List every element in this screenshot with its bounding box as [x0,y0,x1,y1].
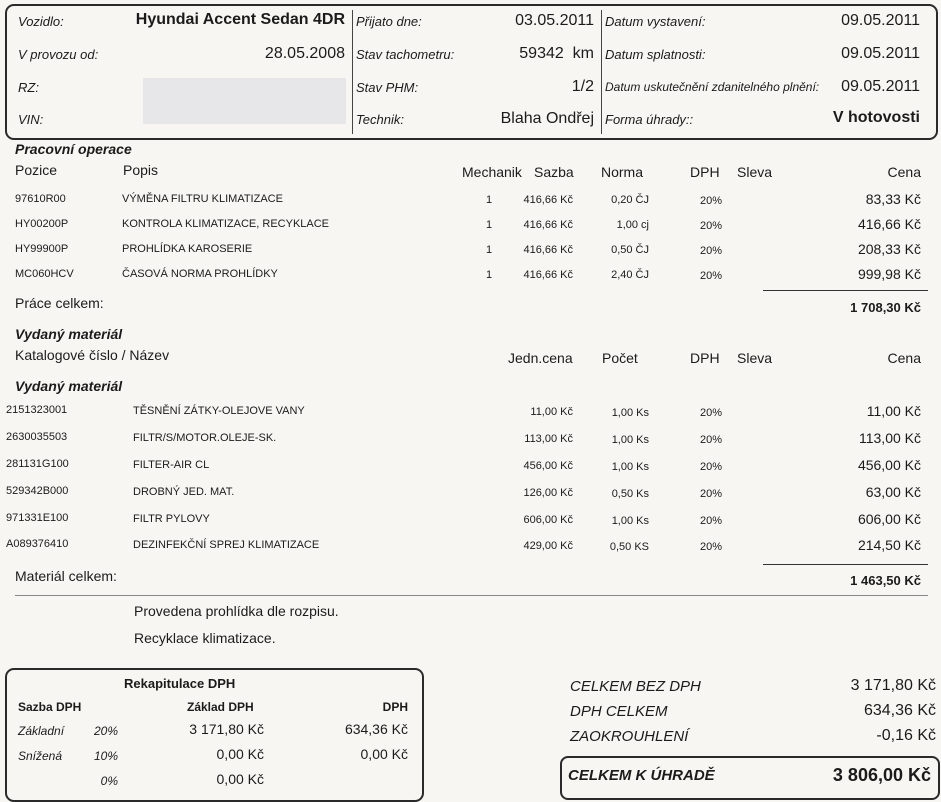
material-cena: 113,00 Kč [858,430,921,446]
col-popis: Popis [123,162,159,178]
col-cena: Cena [887,164,921,180]
material-total-label: Materiál celkem: [15,568,117,584]
operace-cena: 83,33 Kč [865,191,921,207]
col-mechanik: Mechanik [462,164,522,180]
col-katalog: Katalogové číslo / Název [15,347,170,363]
operace-cena: 416,66 Kč [857,216,921,232]
material-jedn-cena: 606,00 Kč [523,514,573,526]
material-pocet: 1,00 Ks [611,407,649,419]
operace-section-title: Pracovní operace [15,141,132,157]
material-nazev: TĚSNĚNÍ ZÁTKY-OLEJOVE VANY [133,405,305,417]
material-pocet: 1,00 Ks [611,434,649,446]
material-pocet: 0,50 KS [609,541,649,553]
zdanitelne-value: 09.05.2011 [841,78,920,95]
operace-norma: 0,20 ČJ [611,194,649,206]
material-pocet: 0,50 Ks [611,488,649,500]
dph-celkem-value: 634,36 Kč [863,702,936,719]
col-cena: Cena [887,350,921,366]
material-cislo: 281131G100 [6,458,69,470]
col-sleva: Sleva [737,350,773,366]
material-cena: 11,00 Kč [866,403,921,419]
col-pocet: Počet [602,350,638,366]
operace-pozice: 97610R00 [15,193,66,205]
operace-cena: 999,98 Kč [857,266,921,282]
tachometr-label: Stav tachometru: [356,47,455,62]
operace-norma: 0,50 ČJ [611,244,649,256]
material-nazev: DROBNÝ JED. MAT. [133,486,235,498]
operace-sazba: 416,66 Kč [523,244,573,256]
k-uhrade-label: CELKEM K ÚHRADĚ [568,767,715,784]
tachometr-value: 59342 [519,45,564,62]
material-section-title: Vydaný materiál [15,326,123,342]
rek-row-name: Snížená [18,749,63,763]
col-norma: Norma [601,164,644,180]
header-divider [601,10,602,134]
col-sleva: Sleva [737,164,773,180]
rek-row-rate: 10% [93,749,118,763]
material-jedn-cena: 126,00 Kč [523,487,573,499]
operace-cena: 208,33 Kč [857,241,921,257]
material-cislo: 971331E100 [6,512,69,524]
material-dph: 20% [700,541,723,553]
zdanitelne-label: Datum uskutečnění zdanitelného plnění: [605,80,820,94]
v-provozu-label: V provozu od: [18,47,99,62]
operace-mechanik: 1 [486,194,493,206]
header-divider [352,10,353,134]
rek-row-zaklad: 3 171,80 Kč [189,721,264,737]
material-dph: 20% [700,461,723,473]
material-subsection-title: Vydaný materiál [15,378,123,394]
k-uhrade-value: 3 806,00 Kč [832,765,931,785]
material-dph: 20% [700,488,723,500]
col-pozice: Pozice [15,162,58,178]
material-cena: 214,50 Kč [857,537,921,553]
operace-sazba: 416,66 Kč [523,194,573,206]
material-total-value: 1 463,50 Kč [850,573,921,588]
material-cislo: A089376410 [6,538,69,550]
material-nazev: DEZINFEKČNÍ SPREJ KLIMATIZACE [133,539,320,551]
operace-mechanik: 1 [486,269,493,281]
operace-total-value: 1 708,30 Kč [850,300,921,315]
uhrada-value: V hotovosti [832,109,920,126]
rek-row-dph: 634,36 Kč [344,721,408,737]
operace-dph: 20% [700,245,723,257]
material-cislo: 2151323001 [6,404,68,416]
vozidlo-value: Hyundai Accent Sedan 4DR [135,11,345,28]
note-line: Recyklace klimatizace. [134,630,276,646]
operace-total-rule [763,290,928,291]
vystaveni-value: 09.05.2011 [841,12,920,29]
material-cislo: 529342B000 [6,485,69,497]
prijato-label: Přijato dne: [356,14,422,29]
operace-pozice: MC060HCV [15,268,74,280]
material-nazev: FILTR/S/MOTOR.OLEJE-SK. [133,432,277,444]
material-pocet: 1,00 Ks [611,515,649,527]
rek-col-zaklad: Základ DPH [187,700,254,714]
col-dph: DPH [690,164,720,180]
material-cena: 456,00 Kč [857,457,921,473]
tachometr-readout [519,45,594,63]
material-total-rule [763,564,928,565]
operace-mechanik: 1 [486,219,493,231]
operace-dph: 20% [700,270,723,282]
splatnosti-value: 09.05.2011 [841,45,920,62]
rek-row-rate: 0% [100,774,118,788]
operace-dph: 20% [700,220,723,232]
rek-col-sazba: Sazba DPH [18,700,82,714]
zaokrouhleni-value: -0,16 Kč [876,727,936,744]
material-dph: 20% [700,515,723,527]
operace-popis: PROHLÍDKA KAROSERIE [122,243,253,255]
prijato-value: 03.05.2011 [515,12,594,29]
material-jedn-cena: 429,00 Kč [523,540,573,552]
section-divider [15,595,928,596]
vystaveni-label: Datum vystavení: [605,14,706,29]
material-jedn-cena: 456,00 Kč [523,460,573,472]
v-provozu-value: 28.05.2008 [264,45,345,62]
operace-norma: 1,00 cj [616,219,649,231]
rek-row-name: Základní [18,724,65,738]
bez-dph-value: 3 171,80 Kč [850,677,936,694]
operace-sazba: 416,66 Kč [523,269,573,281]
dph-celkem-label: DPH CELKEM [570,703,668,720]
technik-label: Technik: [356,112,404,127]
operace-popis: VÝMĚNA FILTRU KLIMATIZACE [122,193,283,205]
col-sazba: Sazba [534,164,574,180]
rek-col-dph: DPH [382,700,408,714]
material-cislo: 2630035503 [6,431,68,443]
zaokrouhleni-label: ZAOKROUHLENÍ [570,728,689,745]
tachometr-unit: km [572,45,594,62]
uhrada-label: Forma úhrady:: [605,112,694,127]
operace-popis: KONTROLA KLIMATIZACE, RECYKLACE [122,218,330,230]
material-dph: 20% [700,434,723,446]
operace-pozice: HY99900P [15,243,69,255]
rek-row-zaklad: 0,00 Kč [216,746,264,762]
phm-label: Stav PHM: [356,80,419,95]
technik-value: Blaha Ondřej [500,110,594,127]
vozidlo-label: Vozidlo: [18,14,64,29]
operace-dph: 20% [700,195,723,207]
splatnosti-label: Datum splatnosti: [605,47,706,62]
vin-label: VIN: [18,112,44,127]
material-jedn-cena: 11,00 Kč [530,406,573,418]
material-nazev: FILTER-AIR CL [133,459,210,471]
rek-row-zaklad: 0,00 Kč [216,771,264,787]
col-jedn-cena: Jedn.cena [508,350,573,366]
operace-sazba: 416,66 Kč [523,219,573,231]
material-dph: 20% [700,407,723,419]
material-cena: 63,00 Kč [865,484,921,500]
operace-total-label: Práce celkem: [15,295,104,311]
rz-label: RZ: [18,80,39,95]
material-cena: 606,00 Kč [857,511,921,527]
phm-value: 1/2 [571,78,594,95]
rek-title: Rekapitulace DPH [124,676,236,691]
rek-row-rate: 20% [93,724,118,738]
operace-pozice: HY00200P [15,218,69,230]
note-line: Provedena prohlídka dle rozpisu. [134,603,339,619]
col-dph: DPH [690,350,720,366]
bez-dph-label: CELKEM BEZ DPH [570,678,701,695]
operace-norma: 2,40 ČJ [611,269,649,281]
redacted-plate-vin [143,78,346,124]
material-nazev: FILTR PYLOVY [133,513,210,525]
operace-mechanik: 1 [486,244,493,256]
operace-popis: ČASOVÁ NORMA PROHLÍDKY [122,268,278,280]
rek-row-dph: 0,00 Kč [360,746,408,762]
material-jedn-cena: 113,00 Kč [524,433,573,445]
material-pocet: 1,00 Ks [611,461,649,473]
